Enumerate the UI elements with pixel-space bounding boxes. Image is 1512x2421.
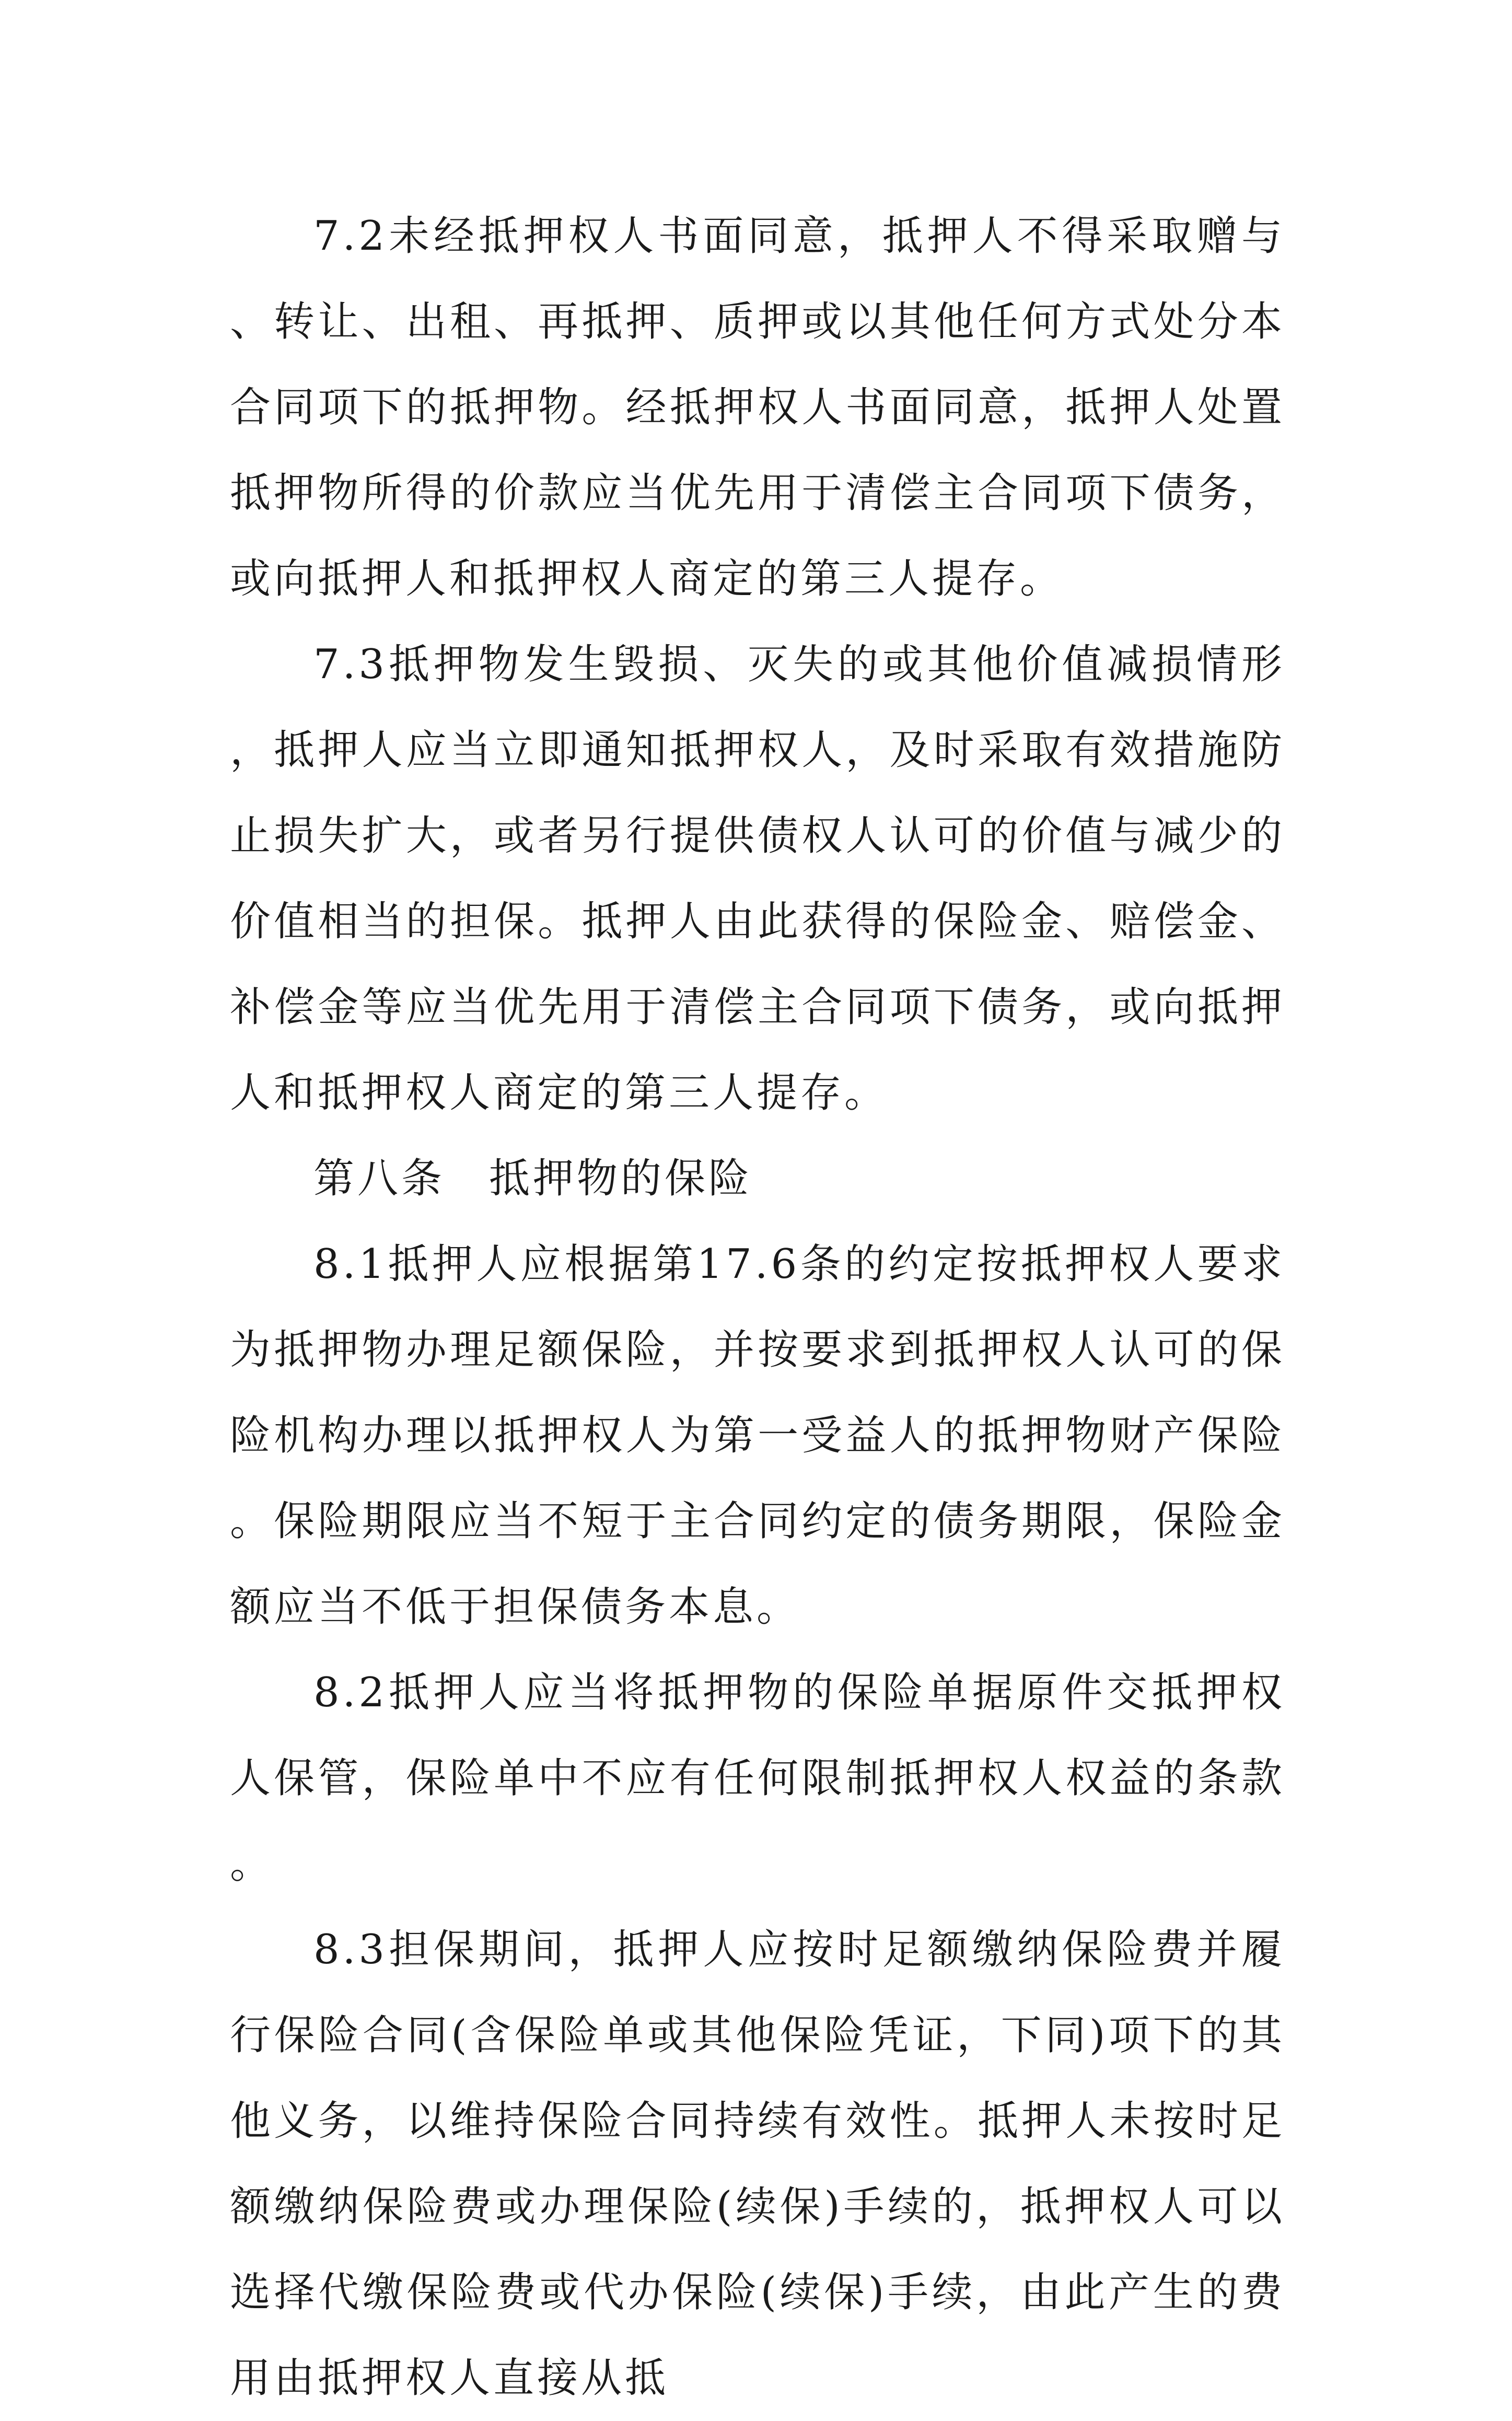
clause-8-3: 8.3担保期间，抵押人应按时足额缴纳保险费并履行保险合同(含保险单或其他保险凭证，下同)项下的其他义务，以维持保险合同持续有效性。抵押人未按时足额缴纳保险费或办理保险(续保)手续的，抵押权人可以选择代缴保险费或代办保险(续保)手续，由此产生的费用由抵押权人直接从抵	[230, 1926, 1285, 2402]
clause-7-2: 7.2未经抵押权人书面同意，抵押人不得采取赠与、转让、出租、再抵押、质押或以其他任何方式处分本合同项下的抵押物。经抵押权人书面同意，抵押人处置抵押物所得的价款应当优先用于清偿主合同项下债务，或向抵押人和抵押权人商定的第三人提存。	[230, 213, 1285, 602]
clause-7-3: 7.3抵押物发生毁损、灭失的或其他价值减损情形，抵押人应当立即通知抵押权人，及时采取有效措施防止损失扩大，或者另行提供债权人认可的价值与减少的价值相当的担保。抵押人由此获得的保险金、赔偿金、补偿金等应当优先用于清偿主合同项下债务，或向抵押人和抵押权人商定的第三人提存。	[230, 641, 1285, 1116]
document-body	[230, 193, 1285, 2421]
clause-8-1: 8.1抵押人应根据第17.6条的约定按抵押权人要求为抵押物办理足额保险，并按要求到抵押权人认可的保险机构办理以抵押权人为第一受益人的抵押物财产保险。保险期限应当不短于主合同约定的债务期限，保险金额应当不低于担保债务本息。	[230, 1241, 1285, 1631]
clause-8-2: 8.2抵押人应当将抵押物的保险单据原件交抵押权人保管，保险单中不应有任何限制抵押权人权益的条款。	[230, 1669, 1285, 1888]
article-8-heading: 第八条 抵押物的保险	[313, 1155, 753, 1202]
